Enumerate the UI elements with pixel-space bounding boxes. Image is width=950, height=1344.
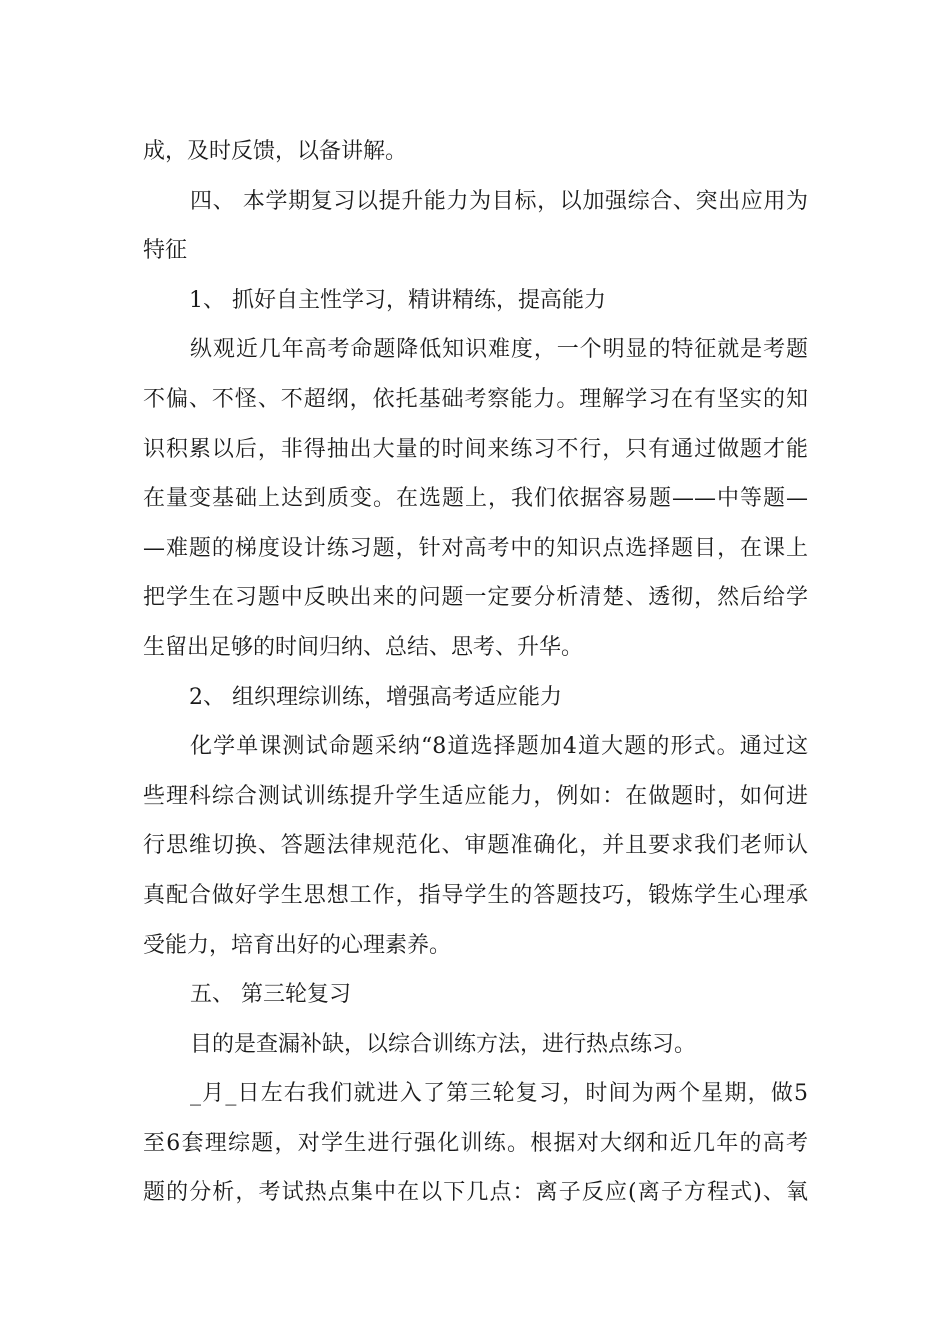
document-body [143, 127, 808, 1218]
paragraph-line: _月_日左右我们就进入了第三轮复习，时间为两个星期，做5 [190, 1081, 808, 1107]
paragraph-line: 不偏、不怪、不超纲，依托基础考察能力。理解学习在有坚实的知 [143, 386, 808, 412]
text-line: 特征 [143, 238, 188, 264]
subsection-heading: 1、 抓好自主性学习，精讲精练，提高能力 [189, 287, 606, 313]
paragraph-line: 真配合做好学生思想工作，指导学生的答题技巧，锻炼学生心理承 [143, 882, 808, 908]
paragraph-line: 在量变基础上达到质变。在选题上，我们依据容易题——中等题— [143, 486, 808, 512]
section-heading: 四、 本学期复习以提升能力为目标，以加强综合、突出应用为 [190, 188, 808, 214]
text-line: 成，及时反馈，以备讲解。 [143, 139, 408, 164]
paragraph-line: —难题的梯度设计练习题，针对高考中的知识点选择题目，在课上 [143, 535, 808, 561]
paragraph-line: 化学单课测试命题采纳“8道选择题加4道大题的形式。通过这 [190, 734, 808, 760]
paragraph-line: 目的是查漏补缺，以综合训练方法，进行热点练习。 [190, 1031, 697, 1057]
paragraph-line: 纵观近几年高考命题降低知识难度，一个明显的特征就是考题 [190, 337, 808, 363]
paragraph-line: 生留出足够的时间归纳、总结、思考、升华。 [143, 634, 584, 660]
paragraph-line: 至6套理综题，对学生进行强化训练。根据对大纲和近几年的高考 [143, 1130, 808, 1156]
paragraph-line: 题的分析，考试热点集中在以下几点：离子反应(离子方程式)、氧 [143, 1180, 808, 1206]
subsection-heading: 2、 组织理综训练，增强高考适应能力 [189, 684, 562, 710]
paragraph-line: 行思维切换、答题法律规范化、审题准确化，并且要求我们老师认 [143, 833, 808, 859]
paragraph-line: 受能力，培育出好的心理素养。 [143, 932, 452, 958]
paragraph-line: 些理科综合测试训练提升学生适应能力，例如：在做题时，如何进 [143, 783, 808, 809]
paragraph-line: 把学生在习题中反映出来的问题一定要分析清楚、透彻，然后给学 [143, 585, 808, 611]
section-heading: 五、 第三轮复习 [190, 982, 351, 1008]
paragraph-line: 识积累以后，非得抽出大量的时间来练习不行，只有通过做题才能 [143, 436, 808, 462]
